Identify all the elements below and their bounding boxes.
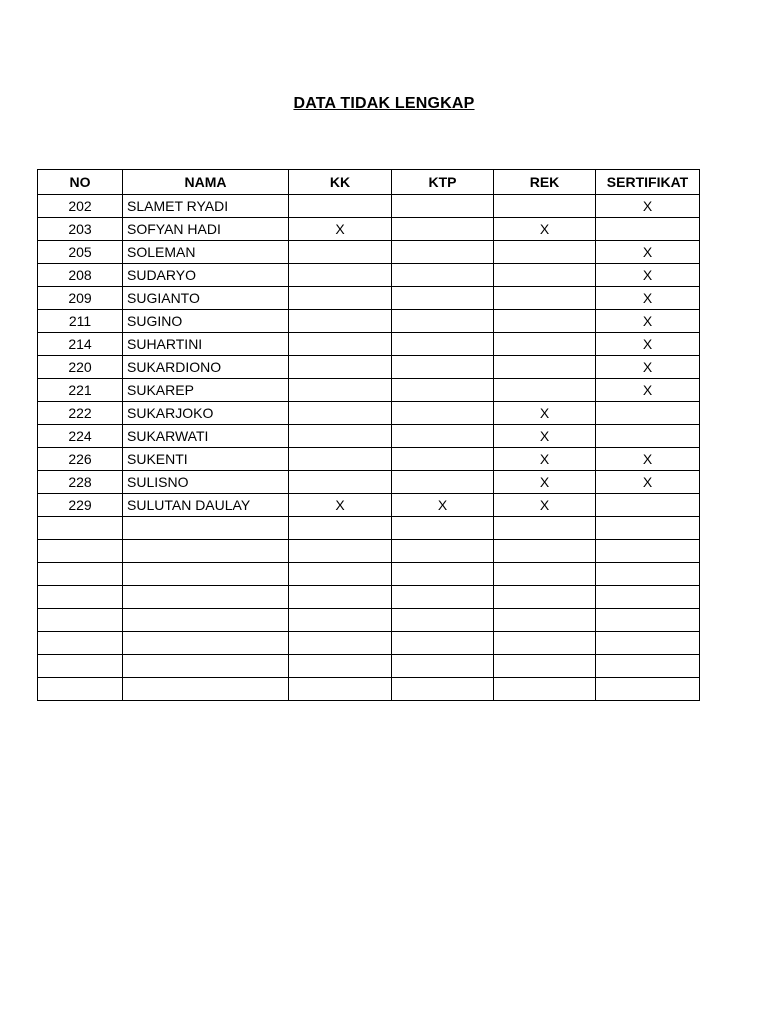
cell-no: 229 (38, 494, 123, 517)
cell-sertifikat (596, 494, 700, 517)
cell-no (38, 678, 123, 701)
cell-rek (494, 241, 596, 264)
cell-kk (289, 425, 392, 448)
cell-ktp (392, 333, 494, 356)
cell-sertifikat: X (596, 379, 700, 402)
cell-rek (494, 517, 596, 540)
cell-rek: X (494, 402, 596, 425)
table-row (38, 195, 700, 218)
cell-no: 209 (38, 287, 123, 310)
cell-nama (123, 563, 289, 586)
cell-ktp (392, 471, 494, 494)
table-row (38, 609, 700, 632)
cell-ktp (392, 425, 494, 448)
table-row (38, 379, 700, 402)
table-row (38, 517, 700, 540)
header-nama: NAMA (123, 170, 289, 195)
cell-sertifikat: X (596, 264, 700, 287)
table-row (38, 678, 700, 701)
cell-ktp (392, 563, 494, 586)
cell-nama: SUKARWATI (123, 425, 289, 448)
cell-sertifikat (596, 218, 700, 241)
cell-sertifikat (596, 517, 700, 540)
cell-no: 211 (38, 310, 123, 333)
cell-ktp (392, 655, 494, 678)
cell-ktp (392, 678, 494, 701)
cell-nama: SUHARTINI (123, 333, 289, 356)
cell-kk: X (289, 494, 392, 517)
cell-nama (123, 678, 289, 701)
cell-nama (123, 586, 289, 609)
cell-sertifikat (596, 563, 700, 586)
cell-ktp (392, 310, 494, 333)
cell-rek (494, 632, 596, 655)
cell-ktp (392, 379, 494, 402)
table-body (38, 195, 700, 701)
cell-rek: X (494, 448, 596, 471)
cell-no: 214 (38, 333, 123, 356)
cell-ktp (392, 586, 494, 609)
cell-kk: X (289, 218, 392, 241)
table-row (38, 287, 700, 310)
cell-nama: SUKAREP (123, 379, 289, 402)
cell-rek (494, 655, 596, 678)
cell-kk (289, 540, 392, 563)
cell-nama: SUKENTI (123, 448, 289, 471)
cell-rek: X (494, 425, 596, 448)
cell-nama: SULISNO (123, 471, 289, 494)
cell-ktp (392, 264, 494, 287)
cell-ktp (392, 517, 494, 540)
cell-no: 226 (38, 448, 123, 471)
cell-no: 224 (38, 425, 123, 448)
cell-rek (494, 264, 596, 287)
table-row (38, 540, 700, 563)
cell-rek: X (494, 494, 596, 517)
cell-kk (289, 586, 392, 609)
cell-kk (289, 517, 392, 540)
table-row (38, 448, 700, 471)
table-row (38, 218, 700, 241)
cell-no (38, 609, 123, 632)
cell-sertifikat: X (596, 356, 700, 379)
cell-rek (494, 195, 596, 218)
cell-nama: SUGIANTO (123, 287, 289, 310)
cell-rek (494, 609, 596, 632)
cell-kk (289, 471, 392, 494)
cell-nama (123, 609, 289, 632)
cell-sertifikat: X (596, 333, 700, 356)
cell-nama: SOFYAN HADI (123, 218, 289, 241)
cell-kk (289, 356, 392, 379)
cell-ktp (392, 448, 494, 471)
cell-nama (123, 655, 289, 678)
table-row (38, 563, 700, 586)
cell-kk (289, 333, 392, 356)
cell-sertifikat (596, 402, 700, 425)
cell-nama: SUGINO (123, 310, 289, 333)
cell-ktp (392, 632, 494, 655)
table-header-row (38, 170, 700, 195)
cell-nama (123, 540, 289, 563)
cell-ktp (392, 195, 494, 218)
cell-sertifikat: X (596, 471, 700, 494)
cell-nama (123, 517, 289, 540)
cell-no (38, 632, 123, 655)
table-row (38, 264, 700, 287)
document-title: DATA TIDAK LENGKAP (293, 95, 475, 112)
cell-rek (494, 310, 596, 333)
cell-nama (123, 632, 289, 655)
cell-sertifikat: X (596, 287, 700, 310)
cell-kk (289, 310, 392, 333)
cell-sertifikat: X (596, 195, 700, 218)
cell-kk (289, 379, 392, 402)
header-rek: REK (494, 170, 596, 195)
cell-kk (289, 264, 392, 287)
cell-kk (289, 632, 392, 655)
table-row (38, 241, 700, 264)
cell-ktp (392, 218, 494, 241)
cell-sertifikat (596, 678, 700, 701)
cell-ktp (392, 609, 494, 632)
cell-nama: SLAMET RYADI (123, 195, 289, 218)
cell-no: 221 (38, 379, 123, 402)
cell-no (38, 563, 123, 586)
cell-sertifikat (596, 655, 700, 678)
cell-ktp (392, 402, 494, 425)
table-row (38, 471, 700, 494)
table-row (38, 655, 700, 678)
cell-rek (494, 678, 596, 701)
header-sertifikat: SERTIFIKAT (596, 170, 700, 195)
cell-no: 228 (38, 471, 123, 494)
cell-nama: SUKARDIONO (123, 356, 289, 379)
cell-no: 220 (38, 356, 123, 379)
cell-rek (494, 356, 596, 379)
cell-no (38, 540, 123, 563)
cell-rek (494, 586, 596, 609)
cell-kk (289, 655, 392, 678)
cell-kk (289, 287, 392, 310)
table-row (38, 586, 700, 609)
cell-no (38, 517, 123, 540)
cell-no: 202 (38, 195, 123, 218)
table-row (38, 632, 700, 655)
table-row (38, 333, 700, 356)
cell-sertifikat (596, 425, 700, 448)
cell-ktp (392, 540, 494, 563)
cell-sertifikat: X (596, 310, 700, 333)
header-kk: KK (289, 170, 392, 195)
cell-sertifikat (596, 540, 700, 563)
cell-nama: SULUTAN DAULAY (123, 494, 289, 517)
table-row (38, 310, 700, 333)
cell-rek (494, 287, 596, 310)
cell-ktp (392, 287, 494, 310)
cell-sertifikat: X (596, 448, 700, 471)
header-no: NO (38, 170, 123, 195)
header-ktp: KTP (392, 170, 494, 195)
cell-rek (494, 540, 596, 563)
table-row (38, 425, 700, 448)
cell-no (38, 655, 123, 678)
cell-sertifikat (596, 609, 700, 632)
cell-rek (494, 563, 596, 586)
table-row (38, 494, 700, 517)
data-table (37, 169, 700, 701)
cell-kk (289, 402, 392, 425)
cell-nama: SOLEMAN (123, 241, 289, 264)
cell-kk (289, 195, 392, 218)
cell-nama: SUKARJOKO (123, 402, 289, 425)
cell-rek (494, 379, 596, 402)
cell-no (38, 586, 123, 609)
cell-kk (289, 448, 392, 471)
cell-kk (289, 678, 392, 701)
cell-nama: SUDARYO (123, 264, 289, 287)
cell-no: 205 (38, 241, 123, 264)
cell-kk (289, 563, 392, 586)
cell-no: 203 (38, 218, 123, 241)
cell-ktp (392, 241, 494, 264)
cell-rek: X (494, 218, 596, 241)
cell-sertifikat (596, 632, 700, 655)
cell-rek: X (494, 471, 596, 494)
cell-kk (289, 241, 392, 264)
cell-sertifikat: X (596, 241, 700, 264)
table-row (38, 402, 700, 425)
cell-no: 222 (38, 402, 123, 425)
cell-no: 208 (38, 264, 123, 287)
cell-ktp (392, 356, 494, 379)
cell-kk (289, 609, 392, 632)
cell-rek (494, 333, 596, 356)
cell-sertifikat (596, 586, 700, 609)
cell-ktp: X (392, 494, 494, 517)
table-row (38, 356, 700, 379)
